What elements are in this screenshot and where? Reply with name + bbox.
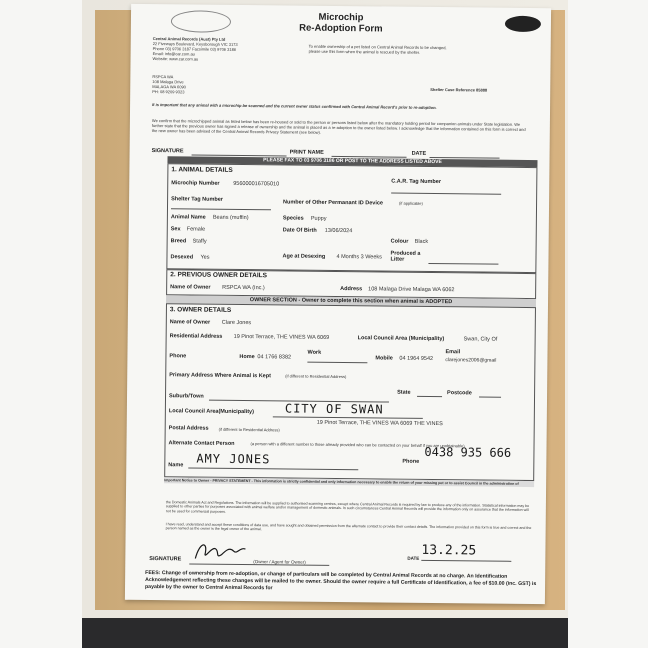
fees-text: FEES: Change of ownership from re-adoption, or change of particulars will be completed by Central Animal Records at no charge. An Identification Acknowledgement reflecting these changes will be mailed to the owner. Should the owner require a full Certificate of Identification, a fee of $10.00 (inc. GST) is payable by the owner to Central Animal Records for xyxy=(144,569,537,592)
primary-address-label: Primary Address Where Animal is Kept xyxy=(169,372,271,380)
org-email: Email: info@car.com.au xyxy=(152,51,195,57)
lca-handwritten: CITY OF SWAN xyxy=(284,401,384,417)
sex-label: Sex xyxy=(170,226,181,233)
readoption-form xyxy=(125,4,551,604)
email-label: Email xyxy=(445,349,461,356)
alt-phone-handwritten: 0438 935 666 xyxy=(424,444,512,460)
residential-value: 19 Pinot Terrace, THE VINES WA 6069 xyxy=(233,333,330,341)
owner-date-handwritten: 13.2.25 xyxy=(421,542,477,559)
owner-signature-icon xyxy=(191,538,251,565)
alt-name-handwritten: AMY JONES xyxy=(196,451,271,467)
dob-label: Date Of Birth xyxy=(282,227,317,234)
age-desexing-label: Age at Desexing xyxy=(282,253,326,260)
signature-label: SIGNATURE xyxy=(151,148,184,155)
home-label: Home xyxy=(239,353,255,361)
primary-address-note: (if different to Residential Address) xyxy=(285,373,347,380)
org-web: Website: www.car.com.au xyxy=(152,56,199,62)
animal-heading: 1. ANIMAL DETAILS xyxy=(171,166,233,174)
alt-phone-label: Phone xyxy=(402,458,420,465)
dark-floor xyxy=(82,618,568,648)
form-title: Microchip xyxy=(318,11,364,24)
mobile-value: 04 1964 9542 xyxy=(399,355,434,362)
confirm-text: We confirm that the microchipped animal as listed below has been re-housed or sold to the person or persons listed below after the mandatory holding period for companion animals under State legislation. We further state that the previous owner has signed a release of ownership and the animal is placed as a re-adoption to the owner listed below. I acknowledge that the information contained on this form is correct and the new owner has been advised of the Central Animal Records Privacy Statement (see below). xyxy=(151,118,526,135)
date-label: DATE xyxy=(411,150,427,157)
previous-address-value: 108 Malaga Drive Malaga WA 6062 xyxy=(368,286,455,294)
privacy-text: the Domestic Animals Act and Regulations. The information will be supplied to authorised scanning centres, except where Central Animal Records is required by law to produce any of the information. Statistical information may be supplied to other parties for purposes associated with animal welfare and/or management of domestic animals. In such circumstances Central Animal Records will provide the information only on assurance that the information will not be used for commercial purposes. xyxy=(165,500,530,514)
signature-role: (Owner / Agent for Owner) xyxy=(253,559,306,565)
suburb-label: Suburb/Town xyxy=(168,393,204,400)
litter-label: Produced a Litter xyxy=(390,250,421,263)
colour-label: Colour xyxy=(390,238,409,245)
sex-value: Female xyxy=(186,226,206,233)
work-label: Work xyxy=(307,349,322,356)
desexed-value: Yes xyxy=(200,254,210,261)
microchip-label: Microchip Number xyxy=(171,180,220,187)
scan-notice: It is important that any animal with a microchip be scanned and the current owner status confirmed with Central Animal Record's prior to re-adoption. xyxy=(152,102,437,111)
org-phone: Phone 03) 9706 3187 Facsimile 03) 9706 3186 xyxy=(152,46,237,52)
other-id-label: Number of Other Permanant ID Device xyxy=(283,199,384,207)
shelter-addr2: MALAGA WA 6090 xyxy=(152,84,186,90)
shelter-tag-label: Shelter Tag Number xyxy=(171,196,223,203)
postcode-label: Postcode xyxy=(447,390,472,397)
microchip-value: 956000016705010 xyxy=(233,180,280,188)
print-name-label: PRINT NAME xyxy=(289,149,324,156)
consent-text: I have read, understand and accept these conditions of data use, and have sought and obtained permission from the alternate contact to provide their contact details. The information provided on this form is true and correct and the person named as the owner is the legal owner of the animal. xyxy=(165,522,532,532)
owner-section-bar: OWNER SECTION - Owner to complete this section when animal is ADOPTED xyxy=(166,295,536,307)
shelter-block xyxy=(152,74,252,95)
shelter-name: RSPCA WA xyxy=(152,74,174,80)
alt-contact-note: (a person with a different number to those already provided who can be contacted on your behalf if you are unobtainable) xyxy=(250,441,465,449)
lca-label: Local Council Area(Municipality) xyxy=(168,408,254,416)
privacy-bar: Important Notice to Owner - PRIVACY STATEMENT - This information is strictly confidential and only information necessary to enable the return of your missing pet or to assist Council in the administration of xyxy=(164,477,534,487)
breed-value: Staffy xyxy=(192,238,207,245)
animal-name-value: Beans (muffin) xyxy=(212,214,249,222)
intro-text: To enable ownership of a pet listed on Central Animal Records to be changed, please use this form when the animal is rescued by the shelter. xyxy=(308,43,447,55)
council-value: Swan, City Of xyxy=(463,336,498,343)
other-id-note: (if applicable) xyxy=(399,200,423,206)
org-name: Central Animal Records (Aust) Pty Ltd xyxy=(152,36,226,42)
car-tag-label: C.A.R. Tag Number xyxy=(391,178,442,186)
owner-name-label: Name of Owner xyxy=(169,319,211,326)
previous-address-label: Address xyxy=(340,286,363,293)
desexed-label: Desexed xyxy=(170,254,194,261)
owner-date-line[interactable] xyxy=(421,560,511,562)
residential-label: Residential Address xyxy=(169,333,223,340)
postcode-line[interactable] xyxy=(479,396,501,397)
case-reference: Shelter Case Reference 85888 xyxy=(430,86,488,93)
previous-name-value: RSPCA WA (Inc.) xyxy=(222,284,265,292)
shelter-phone: PH: 08 9209 9323 xyxy=(152,89,185,95)
alt-contact-label: Alternate Contact Person xyxy=(168,440,235,447)
species-label: Species xyxy=(282,215,304,222)
animal-name-label: Animal Name xyxy=(170,214,206,221)
previous-name-label: Name of Owner xyxy=(170,284,211,291)
home-value: 04 1766 8382 xyxy=(257,354,292,361)
mobile-label: Mobile xyxy=(375,355,393,362)
phone-label: Phone xyxy=(169,353,187,360)
postal-note: (if different to Residential Address) xyxy=(218,426,280,433)
species-value: Puppy xyxy=(310,215,327,222)
email-value: clarejones2006@gmail xyxy=(445,357,497,364)
alt-name-label: Name xyxy=(168,462,184,469)
colour-value: Black xyxy=(414,238,429,245)
owner-date-label: DATE xyxy=(407,555,420,561)
org-address: 22 Fiveways Boulevard, Keysborough VIC 3173 xyxy=(152,41,238,47)
breed-label: Breed xyxy=(170,238,187,245)
age-desexing-value: 4 Months 3 Weeks xyxy=(336,253,382,261)
postal-value: 19 Pinot Terrace, THE VINES WA 6069 THE VINES xyxy=(316,419,443,428)
council-label: Local Council Area (Municipality) xyxy=(357,335,445,343)
state-label: State xyxy=(397,389,411,396)
shelter-addr1: 108 Malaga Drive xyxy=(152,79,184,85)
postal-label: Postal Address xyxy=(168,425,209,432)
previous-heading: 2. PREVIOUS OWNER DETAILS xyxy=(170,271,268,280)
owner-name-value: Clare Jones xyxy=(221,319,252,327)
dob-value: 13/06/2024 xyxy=(324,227,353,235)
owner-signature-label: SIGNATURE xyxy=(149,556,182,563)
org-block xyxy=(153,36,293,62)
owner-heading: 3. OWNER DETAILS xyxy=(169,306,232,314)
fax-bar: PLEASE FAX TO 03 9706 3186 OR POST TO THE ADDRESS LISTED ABOVE xyxy=(167,156,537,167)
form-subtitle: Re-Adoption Form xyxy=(299,22,383,35)
